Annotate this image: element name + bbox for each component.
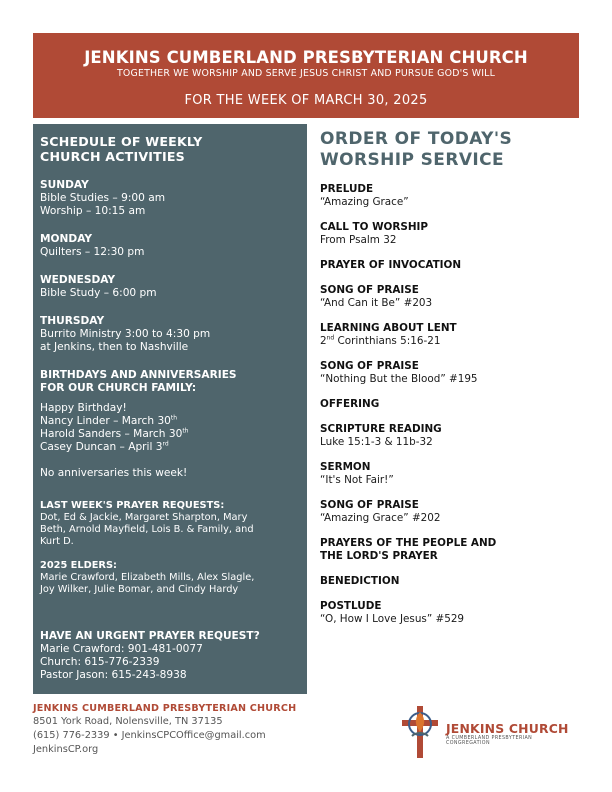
prayer-requests-heading: LAST WEEK'S PRAYER REQUESTS:	[40, 500, 225, 511]
footer-church-name: JENKINS CUMBERLAND PRESBYTERIAN CHURCH	[33, 703, 297, 714]
monday-heading: MONDAY	[40, 233, 93, 245]
footer-address: 8501 York Road, Nolensville, TN 37135	[33, 716, 223, 727]
monday-line: Quilters – 12:30 pm	[40, 246, 145, 258]
church-tagline: TOGETHER WE WORSHIP AND SERVE JESUS CHRIST AND PURSUE GOD'S WILL	[116, 68, 496, 79]
schedule-panel	[33, 124, 307, 694]
thursday-line: Burrito Ministry 3:00 to 4:30 pm	[40, 328, 211, 340]
service-item: SERMON “It's Not Fair!”	[320, 461, 394, 486]
service-item: PRAYER OF INVOCATION	[320, 259, 462, 271]
sunday-line: Bible Studies – 9:00 am	[40, 192, 166, 204]
church-logo	[398, 702, 578, 762]
sunday-line: Worship – 10:15 am	[40, 205, 146, 217]
service-item: POSTLUDE “O, How I Love Jesus” #529	[320, 600, 465, 625]
service-item: PRAYERS OF THE PEOPLE AND THE LORD'S PRAYER	[320, 537, 497, 562]
logo-brand-subtitle: A CUMBERLAND PRESBYTERIAN CONGREGATION	[446, 736, 533, 746]
urgent-contact: Church: 615-776-2339	[40, 656, 160, 668]
wednesday-line: Bible Study – 6:00 pm	[40, 287, 157, 299]
service-item: SONG OF PRAISE “Nothing But the Blood” #195	[320, 360, 478, 385]
footer-phone-email[interactable]: (615) 776-2339 • JenkinsCPCOffice@gmail.com	[33, 730, 266, 741]
birthday-item: Nancy Linder – March 30th	[40, 414, 178, 427]
urgent-prayer-heading: HAVE AN URGENT PRAYER REQUEST?	[40, 630, 260, 642]
service-item: SONG OF PRAISE “Amazing Grace” #202	[320, 499, 441, 524]
elders-line: Joy Wilker, Julie Bomar, and Cindy Hardy	[40, 584, 239, 595]
schedule-title: SCHEDULE OF WEEKLY CHURCH ACTIVITIES	[40, 134, 203, 164]
week-label: FOR THE WEEK OF MARCH 30, 2025	[184, 93, 428, 108]
service-item: LEARNING ABOUT LENT 2nd Corinthians 5:16-21	[320, 322, 457, 347]
wednesday-heading: WEDNESDAY	[40, 274, 116, 286]
sunday-heading: SUNDAY	[40, 179, 89, 191]
service-item: SONG OF PRAISE “And Can it Be” #203	[320, 284, 433, 309]
prayer-requests-line: Beth, Arnold Mayfield, Lois B. & Family, and	[40, 524, 254, 535]
thursday-line: at Jenkins, then to Nashville	[40, 341, 189, 353]
service-item: CALL TO WORSHIP From Psalm 32	[320, 221, 429, 246]
thursday-heading: THURSDAY	[40, 315, 105, 327]
logo-brand-name: JENKINS CHURCH	[446, 721, 569, 736]
footer-website[interactable]: JenkinsCP.org	[33, 744, 99, 755]
birthday-item: Casey Duncan – April 3rd	[40, 440, 169, 453]
birthday-intro: Happy Birthday!	[40, 402, 127, 414]
cross-flame-icon	[398, 702, 442, 762]
order-of-service	[320, 129, 580, 626]
service-item: SCRIPTURE READING Luke 15:1-3 & 11b-32	[320, 423, 442, 448]
service-item: BENEDICTION	[320, 575, 400, 587]
urgent-contact: Marie Crawford: 901-481-0077	[40, 643, 203, 655]
service-list	[320, 183, 580, 626]
prayer-requests-line: Dot, Ed & Jackie, Margaret Sharpton, Mary	[40, 512, 248, 523]
elders-line: Marie Crawford, Elizabeth Mills, Alex Slagle,	[40, 572, 255, 583]
birthdays-heading: BIRTHDAYS AND ANNIVERSARIES FOR OUR CHURCH FAMILY:	[40, 369, 237, 394]
prayer-requests-line: Kurt D.	[40, 536, 74, 547]
service-item: PRELUDE “Amazing Grace”	[320, 183, 409, 208]
elders-heading: 2025 ELDERS:	[40, 560, 117, 571]
anniversary-note: No anniversaries this week!	[40, 467, 188, 479]
order-title: ORDER OF TODAY'S WORSHIP SERVICE	[320, 129, 513, 170]
church-title: JENKINS CUMBERLAND PRESBYTERIAN CHURCH	[84, 48, 528, 67]
birthday-list	[40, 402, 307, 454]
birthday-item: Harold Sanders – March 30th	[40, 427, 189, 440]
service-item: OFFERING	[320, 398, 380, 410]
urgent-contact: Pastor Jason: 615-243-8938	[40, 669, 187, 681]
footer-contact	[33, 702, 373, 757]
header-banner	[33, 33, 579, 118]
